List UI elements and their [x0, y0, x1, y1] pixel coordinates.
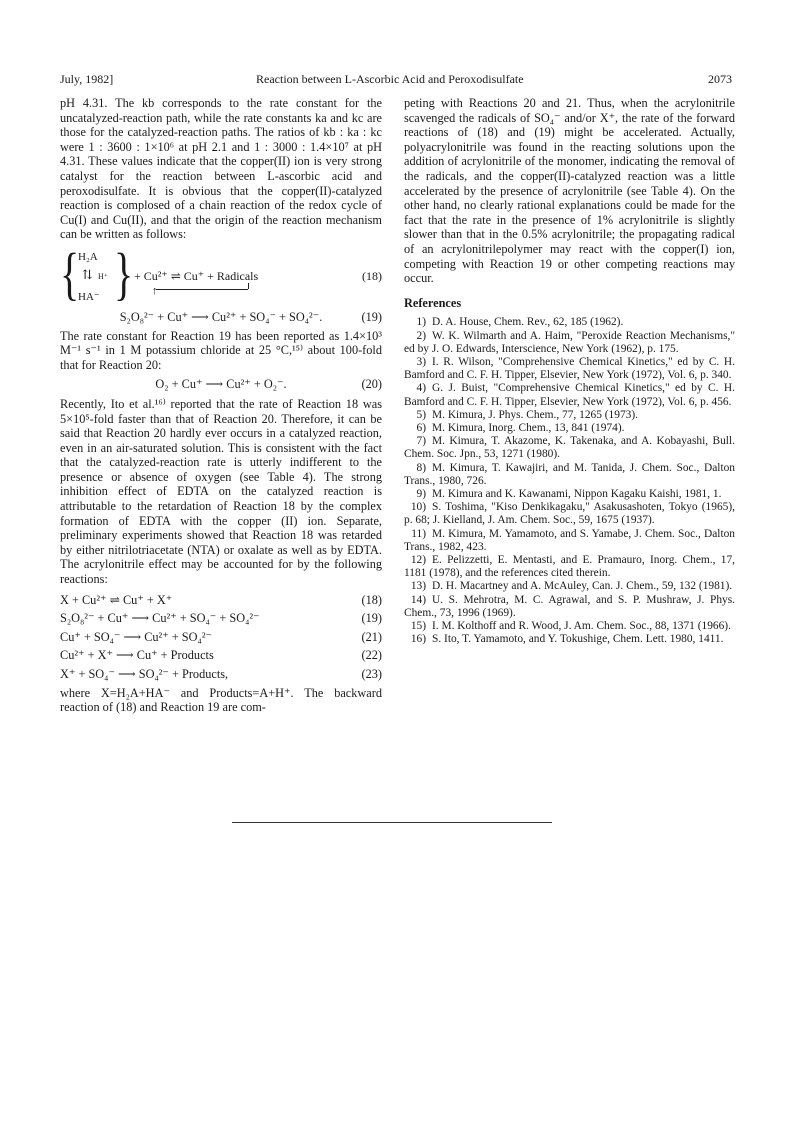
- paragraph: where X=H₂A+HA⁻ and Products=A+H⁺. The backward reaction of (18) and Reaction 19 are com-: [60, 685, 382, 715]
- reaction-row: [60, 667, 382, 682]
- reference-number: 9): [416, 487, 426, 500]
- reference-text: W. K. Wilmarth and A. Haim, "Peroxide Reaction Mechanisms," ed by J. O. Edwards, Interscience, New York (1962), p. 175.: [404, 329, 735, 355]
- reference-item: [404, 422, 735, 435]
- feedback-line: [156, 289, 248, 290]
- right-brace: }: [114, 240, 134, 306]
- equation-text: O₂ + Cu⁺ ⟶ Cu²⁺ + O₂⁻.: [155, 377, 287, 392]
- reference-item: [404, 356, 735, 382]
- reference-item: [404, 488, 735, 501]
- paragraph: peting with Reactions 20 and 21. Thus, when the acrylonitrile scavenged the radicals of SO₄⁻ and/or X⁺, the rate of the forward reactions of (18) and (19) might be accelerated. Actually, polyacrylonitrile was found in the reacting solutions upon the addition of acrylonitrile of the monomer, indicating the removal of the radicals, and the copper(II)-catalyzed reaction was a little accelerated by the presence of acrylonitrile (see Table 4). On the other hand, no clearly rational explanations could be made for the fact that the rate in the presence of 1% acrylonitrile is slightly slower than that in the 0.5% acrylonitrile; the propagating radical of an acrylonitrilepolymer may react with the copper(I) ion, competing with Reaction 19 or other competing reactions may occur.: [404, 96, 735, 286]
- reaction-text: S₂O₈²⁻ + Cu⁺ ⟶ Cu²⁺ + SO₄⁻ + SO₄²⁻: [60, 611, 260, 626]
- reaction-row: [60, 611, 382, 626]
- reference-text: I. M. Kolthoff and R. Wood, J. Am. Chem. Soc., 88, 1371 (1966).: [432, 619, 731, 632]
- reference-text: S. Ito, T. Yamamoto, and Y. Tokushige, Chem. Lett. 1980, 1411.: [432, 633, 724, 646]
- reference-number: 10): [410, 501, 426, 514]
- reference-number: 11): [411, 527, 426, 540]
- left-brace: {: [60, 240, 80, 306]
- scheme-rhs: + Cu²⁺ ⇌ Cu⁺ + Radicals: [134, 268, 259, 283]
- reference-text: M. Kimura, M. Yamamoto, and S. Yamabe, J. Chem. Soc., Dalton Trans., 1982, 423.: [404, 527, 735, 553]
- reference-text: M. Kimura, J. Phys. Chem., 77, 1265 (1973).: [432, 408, 638, 421]
- reference-number: 16): [410, 633, 426, 646]
- reaction-text: X⁺ + SO₄⁻ ⟶ SO₄²⁻ + Products,: [60, 667, 229, 681]
- reference-item: [404, 528, 735, 554]
- feedback-tick: [248, 283, 249, 289]
- reference-item: [404, 462, 735, 488]
- scheme-h2a: H₂A: [78, 250, 98, 263]
- equation-19: [60, 310, 382, 325]
- reaction-row: [60, 593, 382, 608]
- reference-text: M. Kimura, T. Kawajiri, and M. Tanida, J. Chem. Soc., Dalton Trans., 1980, 726.: [404, 461, 735, 487]
- up-arrow-icon: ↑: [152, 284, 158, 297]
- reference-number: 7): [416, 435, 426, 448]
- end-rule: [232, 822, 552, 823]
- reference-list: [404, 316, 735, 646]
- equation-text: S₂O₈²⁻ + Cu⁺ ⟶ Cu²⁺ + SO₄⁻ + SO₄²⁻.: [119, 309, 323, 324]
- references-heading: References: [404, 295, 462, 310]
- equation-number: (19): [361, 611, 382, 626]
- paragraph: Recently, Ito et al.¹⁶⁾ reported that the rate of Reaction 18 was 5×10⁵-fold faster than that of Reaction 20. Therefore, it can be said that Reaction 20 hardly ever occurs in a catalyzed reaction, even in an air-saturated solution. This is consistent with the fact that the catalyzed-reaction rate is utterly indifferent to the presence or absence of oxygen (see Table 4). The strong inhibition effect of EDTA on the catalyzed reaction is attributable to the retardation of Reaction 18 by the complex formation of EDTA with the copper (II) ion. Separate, preliminary experiments showed that Reaction 18 was retarded by either nitrilotriacetate (NTA) or oxalate as well as by EDTA. The acrylonitrile effect may be accounted for by the following reactions:: [60, 396, 382, 587]
- reference-text: M. Kimura, Inorg. Chem., 13, 841 (1974).: [432, 421, 625, 434]
- reference-item: [404, 316, 735, 329]
- reference-number: 6): [416, 421, 426, 434]
- reference-item: [404, 620, 735, 633]
- reference-text: G. J. Buist, "Comprehensive Chemical Kinetics," ed by C. H. Bamford and C. F. H. Tipper, Elsevier, New York (1972), Vol. 6, p. 456.: [404, 382, 735, 408]
- reference-item: [404, 594, 735, 620]
- reaction-row: [60, 630, 382, 645]
- reference-text: I. R. Wilson, "Comprehensive Chemical Kinetics," ed by C. H. Bamford and C. F. H. Tipper, Elsevier, New York (1972), Vol. 6, p. 340.: [404, 355, 735, 382]
- reference-text: U. S. Mehrotra, M. C. Agrawal, and S. P. Mushraw, J. Phys. Chem., 73, 1996 (1969).: [404, 593, 735, 619]
- reaction-scheme-18: [60, 240, 382, 310]
- reference-text: M. Kimura, T. Akazome, K. Takenaka, and A. Kobayashi, Bull. Chem. Soc. Jpn., 53, 1271 (1980).: [404, 435, 735, 461]
- reaction-row: [60, 648, 382, 663]
- equation-number: (22): [361, 648, 382, 663]
- equation-number: (19): [361, 309, 382, 324]
- reference-item: [404, 330, 735, 356]
- reference-number: 12): [410, 553, 426, 566]
- reference-number: 14): [410, 593, 426, 606]
- equation-number: (18): [361, 592, 382, 607]
- reference-number: 3): [416, 355, 426, 368]
- reaction-text: Cu⁺ + SO₄⁻ ⟶ Cu²⁺ + SO₄²⁻: [60, 629, 212, 644]
- header-page-number: 2073: [708, 72, 732, 86]
- reference-text: S. Toshima, "Kiso Denkikagaku," Asakusashoten, Tokyo (1965), p. 68; J. Kielland, J. Am. Chem. Soc., 59, 1675 (1937).: [404, 501, 735, 527]
- reference-item: [404, 633, 735, 646]
- reference-number: 5): [416, 408, 426, 421]
- reference-text: D. A. House, Chem. Rev., 62, 185 (1962).: [432, 316, 624, 329]
- header-title: Reaction between L-Ascorbic Acid and Peroxodisulfate: [256, 72, 524, 86]
- reference-number: 4): [416, 382, 426, 395]
- equation-number: (21): [361, 629, 382, 644]
- reference-item: [404, 382, 735, 408]
- scheme-ha: HA⁻: [78, 290, 100, 303]
- reference-number: 13): [410, 580, 426, 593]
- equation-number: (23): [361, 667, 382, 681]
- scheme-hplus: H⁺: [98, 271, 108, 281]
- reference-number: 15): [410, 619, 426, 632]
- running-header: [60, 72, 732, 88]
- paragraph: pH 4.31. The kb corresponds to the rate constant for the uncatalyzed-reaction path, while the rate constants ka and kc are those for the catalyzed-reaction paths. The ratios of kb : ka : kc were 1 : 3600 : 1×10⁶ at pH 2.1 and 1 : 3000 : 1.4×10⁷ at pH 4.31. These values indicate that the copper(II) ion is very strong catalyst for the reaction between L-ascorbic acid and peroxodisulfate. It is obvious that the copper(II)-catalyzed reaction is complosed of a chain reaction of the redox cycle of Cu(I) and Cu(II), and that the origin of the reaction mechanism can be written as follows:: [60, 96, 382, 242]
- reference-item: [404, 501, 735, 527]
- reference-text: M. Kimura and K. Kawanami, Nippon Kagaku Kaishi, 1981, 1.: [432, 487, 722, 500]
- equation-number: (18): [362, 268, 382, 283]
- reference-number: 2): [416, 329, 426, 342]
- reaction-text: Cu²⁺ + X⁺ ⟶ Cu⁺ + Products: [60, 648, 214, 663]
- reference-item: [404, 580, 735, 593]
- reaction-text: X + Cu²⁺ ⇌ Cu⁺ + X⁺: [60, 592, 173, 607]
- reference-item: [404, 435, 735, 461]
- paragraph: The rate constant for Reaction 19 has been reported as 1.4×10³ M⁻¹ s⁻¹ in 1 M potassium chloride at 25 °C,¹⁵⁾ about 100-fold that for Reaction 20:: [60, 328, 382, 372]
- header-date: July, 1982]: [60, 72, 114, 86]
- reference-item: [404, 554, 735, 580]
- equation-number: (20): [361, 377, 382, 392]
- reference-number: 1): [416, 316, 426, 329]
- right-column: [404, 96, 735, 646]
- reaction-list: [60, 593, 382, 682]
- left-column: [60, 96, 382, 715]
- reference-text: D. H. Macartney and A. McAuley, Can. J. Chem., 59, 132 (1981).: [432, 580, 733, 593]
- equilibrium-arrow-icon: ⇅: [82, 266, 93, 282]
- reference-item: [404, 409, 735, 422]
- reference-number: 8): [416, 461, 426, 474]
- equation-20: [60, 377, 382, 392]
- reference-text: E. Pelizzetti, E. Mentasti, and E. Pramauro, Inorg. Chem., 17, 1181 (1978), and the references cited therein.: [404, 553, 735, 580]
